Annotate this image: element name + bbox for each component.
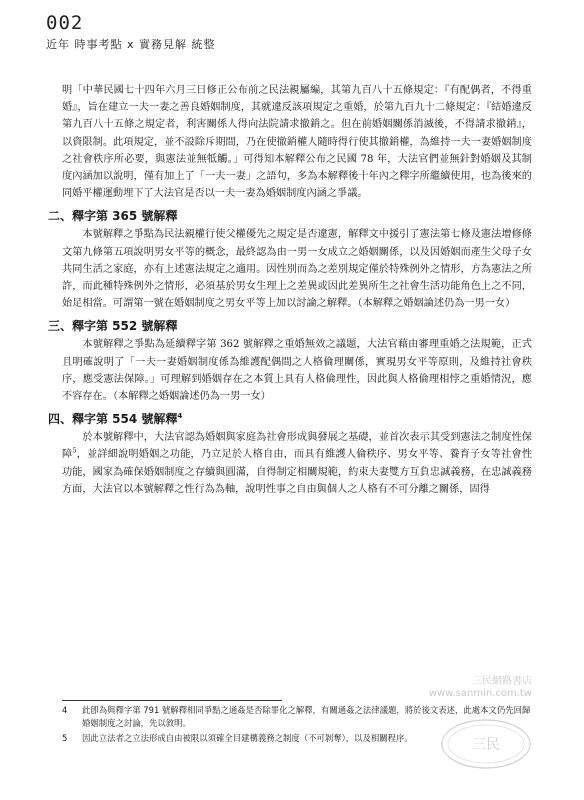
- watermark-line-2: www.sanmin.com.tw: [428, 688, 532, 699]
- section-heading-554: [48, 410, 532, 428]
- section-554-text-a: 於本號解釋中，大法官認為婚姻與家庭為社會形成與發展之基礎，並首次表示其受到憲法之制度性保障: [62, 432, 532, 461]
- section-554-text-b: ，並詳細說明婚姻之功能，乃立足於人格自由，而具有維護人倫秩序、男女平等、養育子女等社會性功能，國家為確保婚姻制度之存續與圓滿，自得制定相關規範，約束夫妻雙方互負忠誠義務，在忠誠義務方面，大法官以本號解釋之性行為為軸，說明性事之自由與個人之人格有不可分離之關係，固得: [62, 449, 533, 495]
- section-paragraph-552: 本號解釋之爭點為延續釋字第 362 號解釋之重婚無效之議題，大法官藉由審理重婚之法規範，正式且明確說明了「一夫一妻婚姻制度係為維護配偶間之人格倫理關係，實現男女平等原則，及維持社會秩序，應受憲法保障。」可理解到婚姻存在之本質上具有人格倫理性，因此與人格倫理相悖之重婚情況，應不容存在。（本解釋之婚姻論述仍為一男一女）: [62, 339, 532, 403]
- footnote-ref-4[interactable]: 4: [177, 412, 183, 421]
- section-heading-552: 三、釋字第 552 號解釋: [48, 319, 178, 334]
- section-paragraph-365: 本號解釋之爭點為民法親權行使父權優先之規定是否違憲，解釋文中援引了憲法第七條及憲法增修條文第九條第五項說明男女平等的概念，最終認為由一男一女成立之婚姻關係，以及因婚姻而產生父母子女共同生活之家庭，亦有上述憲法規定之適用。因性別而為之差別規定僅於特殊例外之情形，方為憲法之所許，而此種特殊例外之情形，必須基於男女生理上之差異或因此差異所生之社會生活功能角色上之不同，始足相當。可謂第一號在婚姻制度之男女平等上加以討論之解釋。（本解釋之婚姻論述仍為一男一女）: [62, 229, 532, 310]
- stamp-text: 三民: [472, 737, 500, 753]
- page-header: [46, 12, 544, 52]
- footnote-text: 此卽為與釋字第 791 號解釋相同爭點之通姦是否除罪化之解釋，有關通姦之法律議題，將於後文表述，此處本文仍先回歸婚姻制度之討論，先以敘明。: [82, 705, 531, 728]
- footnote-text: 因此立法者之立法形成自由被限以須確全目建構義務之制度（不可剝奪），以及相關程序。: [82, 733, 413, 743]
- section-heading-554-text: 四、釋字第 554 號解釋: [48, 412, 178, 427]
- page-number: 002: [46, 12, 84, 34]
- running-title: 近年 時事考點 x 實務見解 統整: [46, 38, 216, 51]
- section-heading-365: 二、釋字第 365 號解釋: [48, 209, 178, 224]
- footnote-ref-5[interactable]: 5: [72, 447, 77, 456]
- footnote-divider: [62, 700, 282, 701]
- publisher-stamp-icon: [440, 718, 532, 770]
- footnote-number: 4: [62, 705, 68, 715]
- bookstore-watermark: [360, 676, 532, 700]
- watermark-line-1: 三民網路書店: [472, 676, 532, 687]
- main-content: [48, 82, 533, 498]
- section-paragraph-554: [62, 429, 532, 498]
- intro-paragraph: 明「中華民國七十四年六月三日修正公布前之民法親屬編，其第九百八十五條規定：『有配偶者，不得重婚』，旨在建立一夫一妻之善良婚姻制度，其就違反該項規定之重婚，於第九百九十二條規定：『結婚違反第九百八十五條之規定者，利害關係人得向法院請求撤銷之。但在前婚姻關係消滅後，不得請求撤銷』，以資限制。此項規定，並不設除斥期間，乃在使撤銷權人隨時得行使其撤銷權，為維持一夫一妻婚姻制度之社會秩序所必要，與憲法並無牴觸。」可得知本解釋公布之民國 78 年，大法官們並無針對婚姻及其制度內涵加以說明，僅有加上了「一夫一妻」之語句，多為本解釋後十年內之釋字所繼續使用，也為後來的同婚平權運動埋下了大法官是否以一夫一妻為婚姻制度內涵之爭議。: [62, 85, 532, 200]
- footnote-number: 5: [62, 733, 68, 743]
